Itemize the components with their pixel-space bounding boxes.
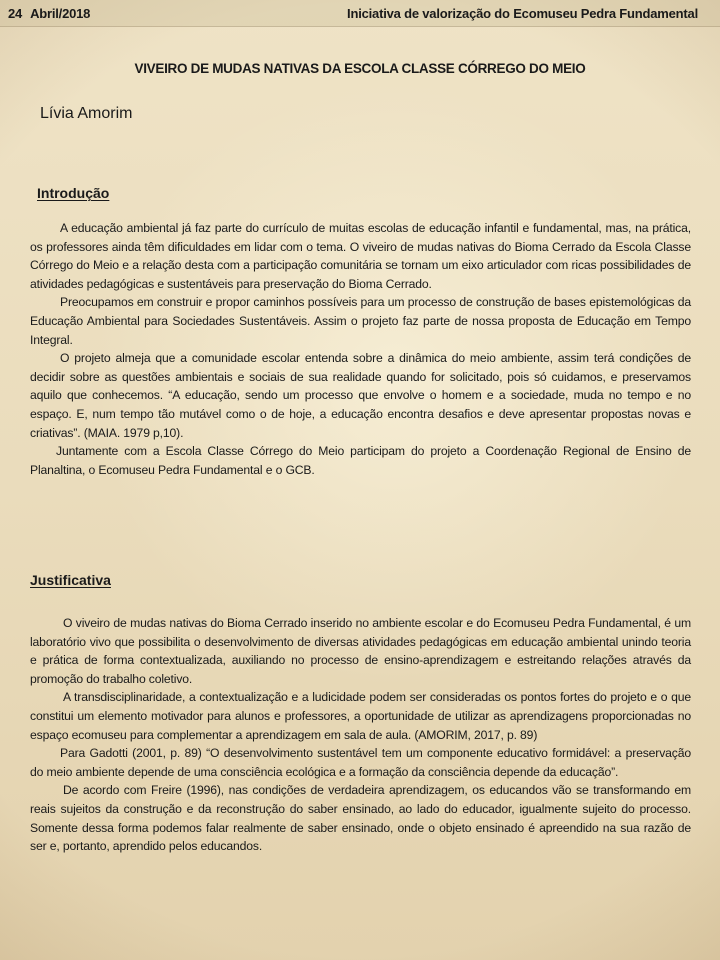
publication-name: Iniciativa de valorização do Ecomuseu Pedra Fundamental [347,6,698,21]
section-body-justificativa [30,614,691,856]
section-heading-introducao: Introdução [37,185,110,201]
issue-date: Abril/2018 [30,6,91,21]
paragraph: Juntamente com a Escola Classe Córrego do Meio participam do projeto a Coordenação Regional de Ensino de Planaltina, o Ecomuseu Pedra Fundamental e o GCB. [30,444,691,477]
paragraph: Para Gadotti (2001, p. 89) “O desenvolvimento sustentável tem um componente educativo formidável: a preservação do meio ambiente depende de uma consciência ecológica e a formação da consciência depende da educação”. [30,746,691,779]
paragraph: De acordo com Freire (1996), nas condições de verdadeira aprendizagem, os educandos vão se transformando em reais sujeitos da construção e da reconstrução do saber ensinado, ao lado do educador, igualmente sujeito do processo. Somente dessa forma podemos falar realmente de saber ensinado, onde o objeto ensinado é apreendido na sua razão de ser e, portanto, aprendido pelos educandos. [30,783,691,854]
paragraph: A transdisciplinaridade, a contextualização e a ludicidade podem ser consideradas os pontos fortes do projeto e o que constitui um elemento motivador para alunos e professores, a oportunidade de utilizar as aprendizagens proporcionadas no espaço ecomuseu para complementar a aprendizagem em sala de aula. (AMORIM, 2017, p. 89) [30,690,691,742]
page-number: 24 [8,6,23,21]
paragraph: O viveiro de mudas nativas do Bioma Cerrado inserido no ambiente escolar e do Ecomuseu Pedra Fundamental, é um laboratório vivo que possibilita o desenvolvimento de diversas atividades pedagógicas em educação ambiental unindo teoria e prática de forma contextualizada, auxiliando no processo de ensino-aprendizagem e estreitando relações através da promoção do trabalho coletivo. [30,616,691,686]
article-title: VIVEIRO DE MUDAS NATIVAS DA ESCOLA CLASSE CÓRREGO DO MEIO [134,61,586,76]
paragraph: A educação ambiental já faz parte do currículo de muitas escolas de educação infantil e fundamental, mas, na prática, os professores ainda têm dificuldades em lidar com o tema. O viveiro de mudas nativas do Bioma Cerrado da Escola Classe Córrego do Meio e a relação desta com a participação comunitária se tornam um eixo articulador com ricas possibilidades de atividades pedagógicas e sustentáveis para preservação do Bioma Cerrado. [30,221,691,291]
page-header [0,0,720,27]
section-heading-justificativa: Justificativa [30,572,111,588]
header-left [8,6,90,21]
article-author: Lívia Amorim [40,105,133,122]
paragraph: O projeto almeja que a comunidade escolar entenda sobre a dinâmica do meio ambiente, assim terá condições de decidir sobre as questões ambientais e sociais de sua realidade quando for solicitado, pois só cuidamos, e preservamos aquilo que conhecemos. “A educação, sendo um processo que envolve o homem e a sociedade, muda no tempo e no espaço. E, num tempo tão mutável como o de hoje, a educação encontra desafios e deve apresentar propostas novas e criativas”. (MAIA. 1979 p,10). [30,351,691,440]
section-body-introducao [30,219,691,479]
paragraph: Preocupamos em construir e propor caminhos possíveis para um processo de construção de bases epistemológicas da Educação Ambiental para Sociedades Sustentáveis. Assim o projeto faz parte de nossa proposta de Educação em Tempo Integral. [30,295,691,347]
